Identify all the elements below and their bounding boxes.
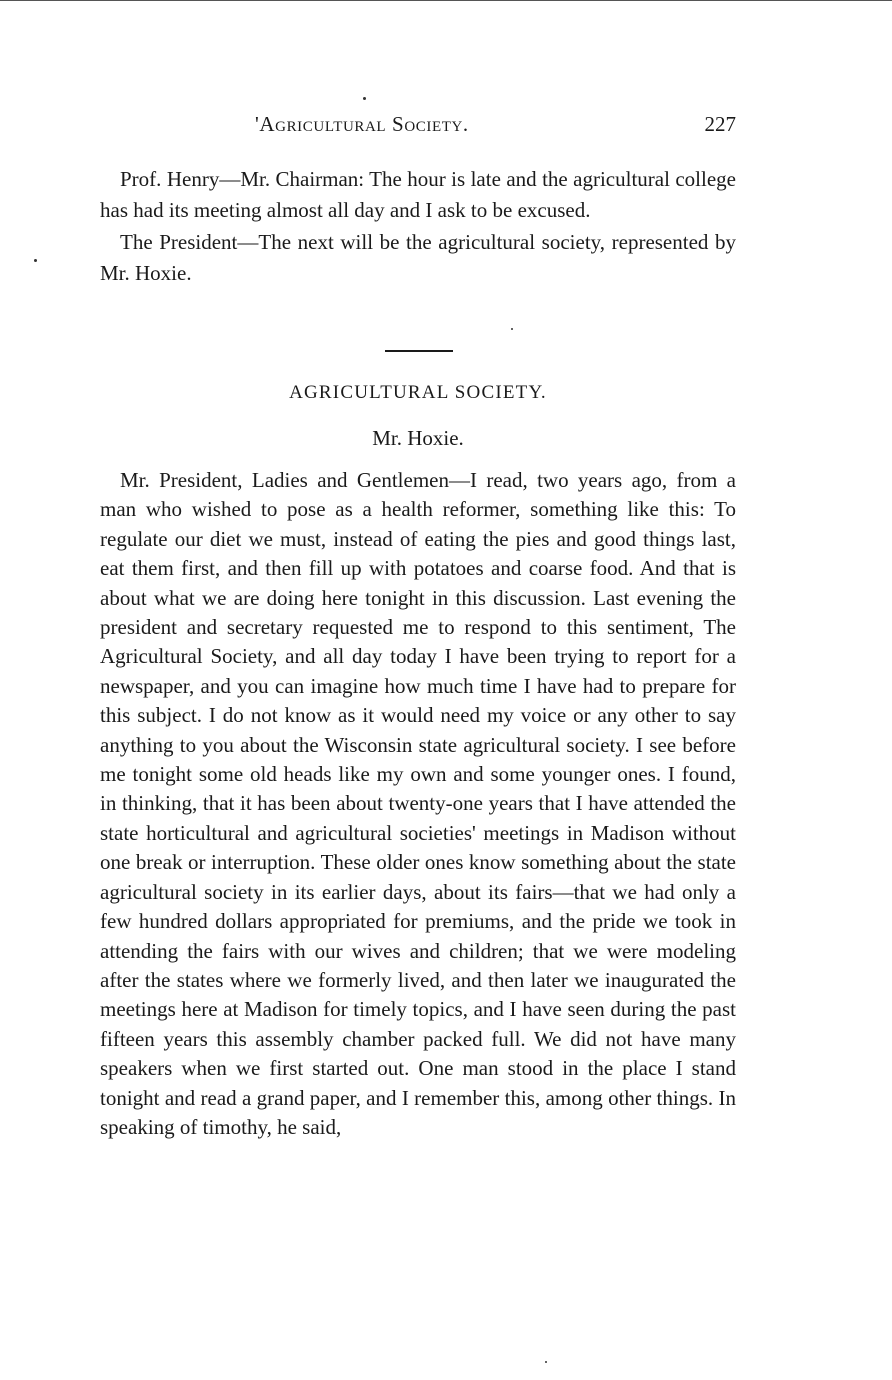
page-top-edge <box>0 0 892 1</box>
print-speck <box>545 1361 547 1363</box>
intro-text <box>100 164 736 288</box>
running-head-title: 'Agricultural Society. <box>255 112 469 136</box>
section-divider <box>385 350 453 352</box>
print-speck <box>363 97 366 100</box>
speech-text <box>100 466 736 1142</box>
page-number: 227 <box>704 112 736 136</box>
print-speck <box>34 259 37 262</box>
speech-paragraph: Mr. President, Ladies and Gentlemen—I read, two years ago, from a man who wished to pose as a health reformer, something like this: To regulate our diet we must, instead of eating the pies and good things last, eat them first, and then fill up with potatoes and coarse food. And that is about what we are doing here tonight in this discussion. Last evening the president and secretary requested me to respond to this sentiment, The Agricultural Society, and all day today I have been trying to report for a newspaper, and you can imagine how much time I have had to prepare for this subject. I do not know as it would need my voice or any other to say anything to you about the Wisconsin state agricultural society. I see before me tonight some old heads like my own and some younger ones. I found, in thinking, that it has been about twenty-one years that I have attended the state horticultural and agricultural societies' meetings in Madison without one break or interruption. These older ones know something about the state agricultural society in its earlier days, about its fairs—that we had only a few hundred dollars appropriated for premiums, and the pride we took in attending the fairs with our wives and children; that we were modeling after the states where we formerly lived, and then later we inaugurated the meetings here at Madison for timely topics, and I have seen during the past fifteen years this assembly chamber packed full. We did not have many speakers when we first started out. One man stood in the place I stand tonight and read a grand paper, and I remember this, among other things. In speaking of timothy, he said, <box>100 468 736 1139</box>
intro-paragraph-president: The President—The next will be the agricultural society, represented by Mr. Hoxie. <box>100 230 736 285</box>
section-title: AGRICULTURAL SOCIETY. <box>289 382 547 403</box>
intro-paragraph-henry: Prof. Henry—Mr. Chairman: The hour is late and the agricultural college has had its meeting almost all day and I ask to be excused. <box>100 167 736 222</box>
speaker-name: Mr. Hoxie. <box>372 426 464 450</box>
print-speck <box>511 328 513 330</box>
running-head <box>100 112 736 140</box>
